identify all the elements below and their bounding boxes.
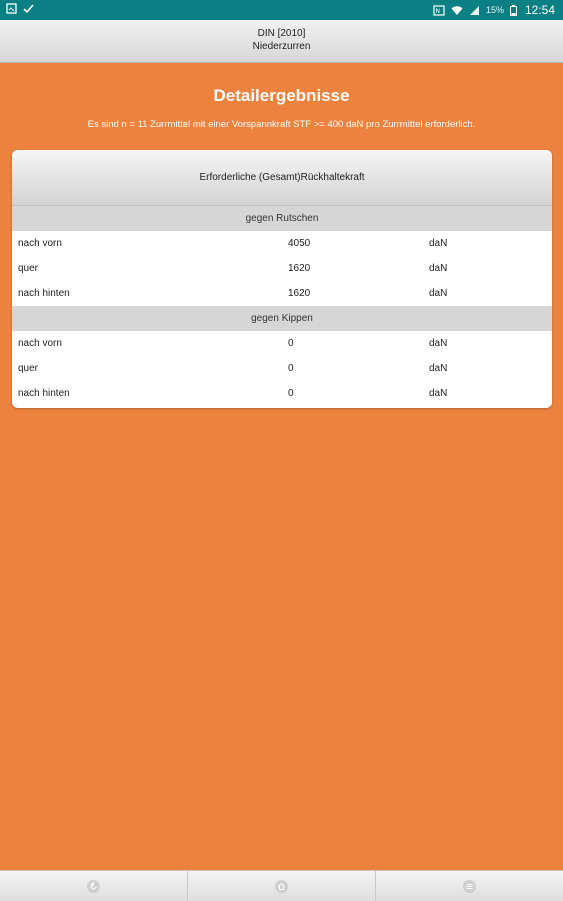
- table-row: [12, 281, 552, 306]
- row-value: 1620: [288, 263, 311, 274]
- table-row: [12, 256, 552, 281]
- status-right-icons: [433, 3, 555, 17]
- title-line-standard: DIN [2010]: [257, 28, 306, 39]
- home-icon: [275, 880, 288, 893]
- result-summary: Es sind n = 11 Zurrmittel mit einer Vorspannkraft STF >= 400 daN pro Zurrmittel erforderlich.: [87, 119, 476, 130]
- row-unit: daN: [429, 338, 448, 349]
- card-header: Erforderliche (Gesamt)Rückhaltekraft: [12, 150, 552, 206]
- wifi-icon: [451, 5, 463, 16]
- table-row: [12, 231, 552, 256]
- svg-text:N: N: [435, 7, 440, 15]
- row-value: 4050: [288, 238, 311, 249]
- row-value: 0: [288, 338, 294, 349]
- nfc-icon: [433, 5, 445, 16]
- screenshot-notification-icon: [6, 3, 17, 14]
- signal-icon: [469, 5, 480, 16]
- back-button[interactable]: [0, 871, 188, 901]
- title-line-method: Niederzurren: [252, 41, 311, 52]
- title-bar: [0, 20, 563, 63]
- row-unit: daN: [429, 238, 448, 249]
- row-label: nach vorn: [18, 238, 62, 249]
- row-value: 0: [288, 363, 294, 374]
- menu-icon: [463, 880, 476, 893]
- bottom-nav: [0, 870, 563, 901]
- results-card: [12, 150, 552, 408]
- row-unit: daN: [429, 288, 448, 299]
- row-label: quer: [18, 363, 39, 374]
- row-value: 1620: [288, 288, 311, 299]
- home-button[interactable]: [188, 871, 376, 901]
- table-row: [12, 381, 552, 406]
- check-notification-icon: [23, 3, 34, 14]
- back-icon: [87, 880, 100, 893]
- page-title: Detailergebnisse: [213, 86, 350, 105]
- battery-percent: 15%: [485, 5, 504, 15]
- menu-button[interactable]: [376, 871, 563, 901]
- row-label: quer: [18, 263, 39, 274]
- clock: 12:54: [524, 3, 555, 17]
- status-left-icons: [6, 3, 34, 14]
- table-row: [12, 331, 552, 356]
- row-label: nach hinten: [18, 288, 70, 299]
- row-label: nach hinten: [18, 388, 70, 399]
- row-value: 0: [288, 388, 294, 399]
- row-label: nach vorn: [18, 338, 62, 349]
- status-bar: [0, 0, 563, 20]
- section-header-tipping: gegen Kippen: [12, 306, 552, 331]
- section-header-sliding: gegen Rutschen: [12, 206, 552, 231]
- row-unit: daN: [429, 388, 448, 399]
- row-unit: daN: [429, 363, 448, 374]
- table-row: [12, 356, 552, 381]
- row-unit: daN: [429, 263, 448, 274]
- battery-icon: [510, 5, 517, 16]
